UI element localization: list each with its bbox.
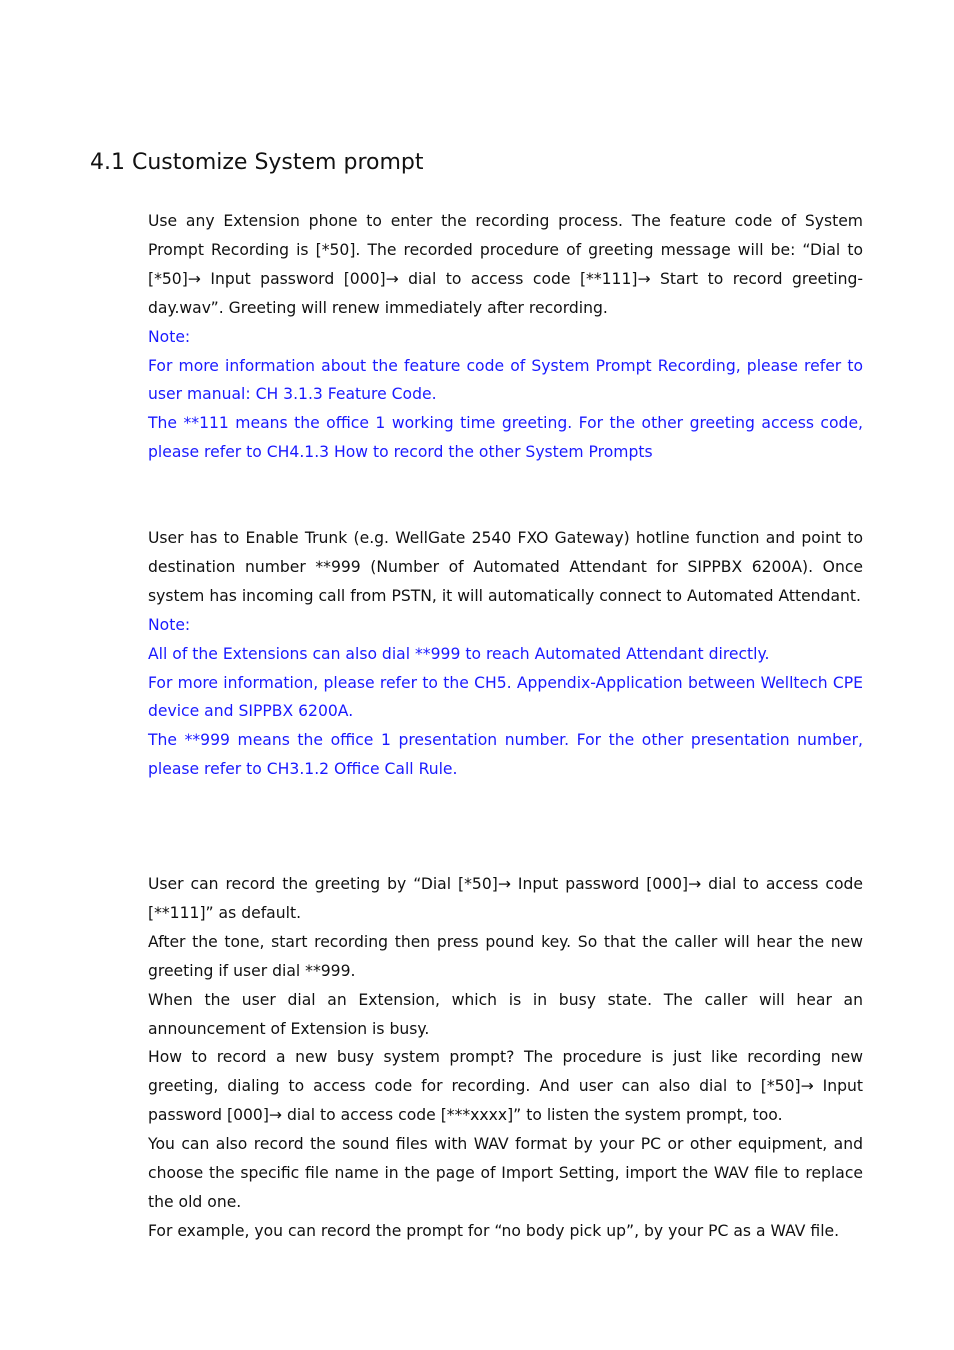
note-presentation-number: The **999 means the office 1 presentation number. For the other presentation number, please refer to CH3.1.2 Office Call Rule. bbox=[148, 731, 863, 779]
recording-process-block bbox=[148, 207, 863, 467]
pound-key-paragraph: After the tone, start recording then press pound key. So that the caller will hear the new greeting if user dial **999. bbox=[148, 932, 863, 980]
note-extensions-dial: All of the Extensions can also dial **999 to reach Automated Attendant directly. bbox=[148, 644, 770, 663]
greeting-recording-block bbox=[148, 870, 863, 1246]
note-access-code: The **111 means the office 1 working time greeting. For the other greeting access code, please refer to CH4.1.3 How to record the other System Prompts bbox=[148, 414, 863, 462]
note-feature-code: For more information about the feature code of System Prompt Recording, please refer to user manual: CH 3.1.3 Feature Code. bbox=[148, 356, 863, 404]
trunk-hotline-block bbox=[148, 524, 863, 784]
busy-extension-paragraph: When the user dial an Extension, which is in busy state. The caller will hear an announcement of Extension is busy. bbox=[148, 990, 863, 1038]
greeting-default-paragraph: User can record the greeting by “Dial [*50]→ Input password [000]→ dial to access code [**111]” as default. bbox=[148, 875, 863, 922]
note-label: Note: bbox=[148, 615, 191, 634]
example-paragraph: For example, you can record the prompt for “no body pick up”, by your PC as a WAV file. bbox=[148, 1221, 840, 1240]
trunk-hotline-paragraph: User has to Enable Trunk (e.g. WellGate 2540 FXO Gateway) hotline function and point to destination number **999 (Number of Automated Attendant for SIPPBX 6200A). Once system has incoming call from PSTN, it will automatically connect to Automated Attendant. bbox=[148, 529, 863, 605]
busy-prompt-paragraph: How to record a new busy system prompt? The procedure is just like recording new greeting, dialing to access code for recording. And user can also dial to [*50]→ Input password [000]→ dial to access code [***xxxx]” to listen the system prompt, too. bbox=[148, 1048, 863, 1125]
section-title: 4.1 Customize System prompt bbox=[90, 150, 424, 175]
wav-import-paragraph: You can also record the sound files with WAV format by your PC or other equipment, and choose the specific file name in the page of Import Setting, import the WAV file to replace the old one. bbox=[148, 1135, 863, 1211]
recording-process-paragraph: Use any Extension phone to enter the recording process. The feature code of System Prompt Recording is [*50]. The recorded procedure of greeting message will be: “Dial to [*50]→ Input password [000]→ dial to access code [**111]→ Start to record greeting-day.wav”. Greeting will renew immediately after recording. bbox=[148, 212, 863, 317]
note-label: Note: bbox=[148, 327, 191, 346]
note-appendix-reference: For more information, please refer to the CH5. Appendix-Application between Welltech CPE device and SIPPBX 6200A. bbox=[148, 673, 863, 721]
